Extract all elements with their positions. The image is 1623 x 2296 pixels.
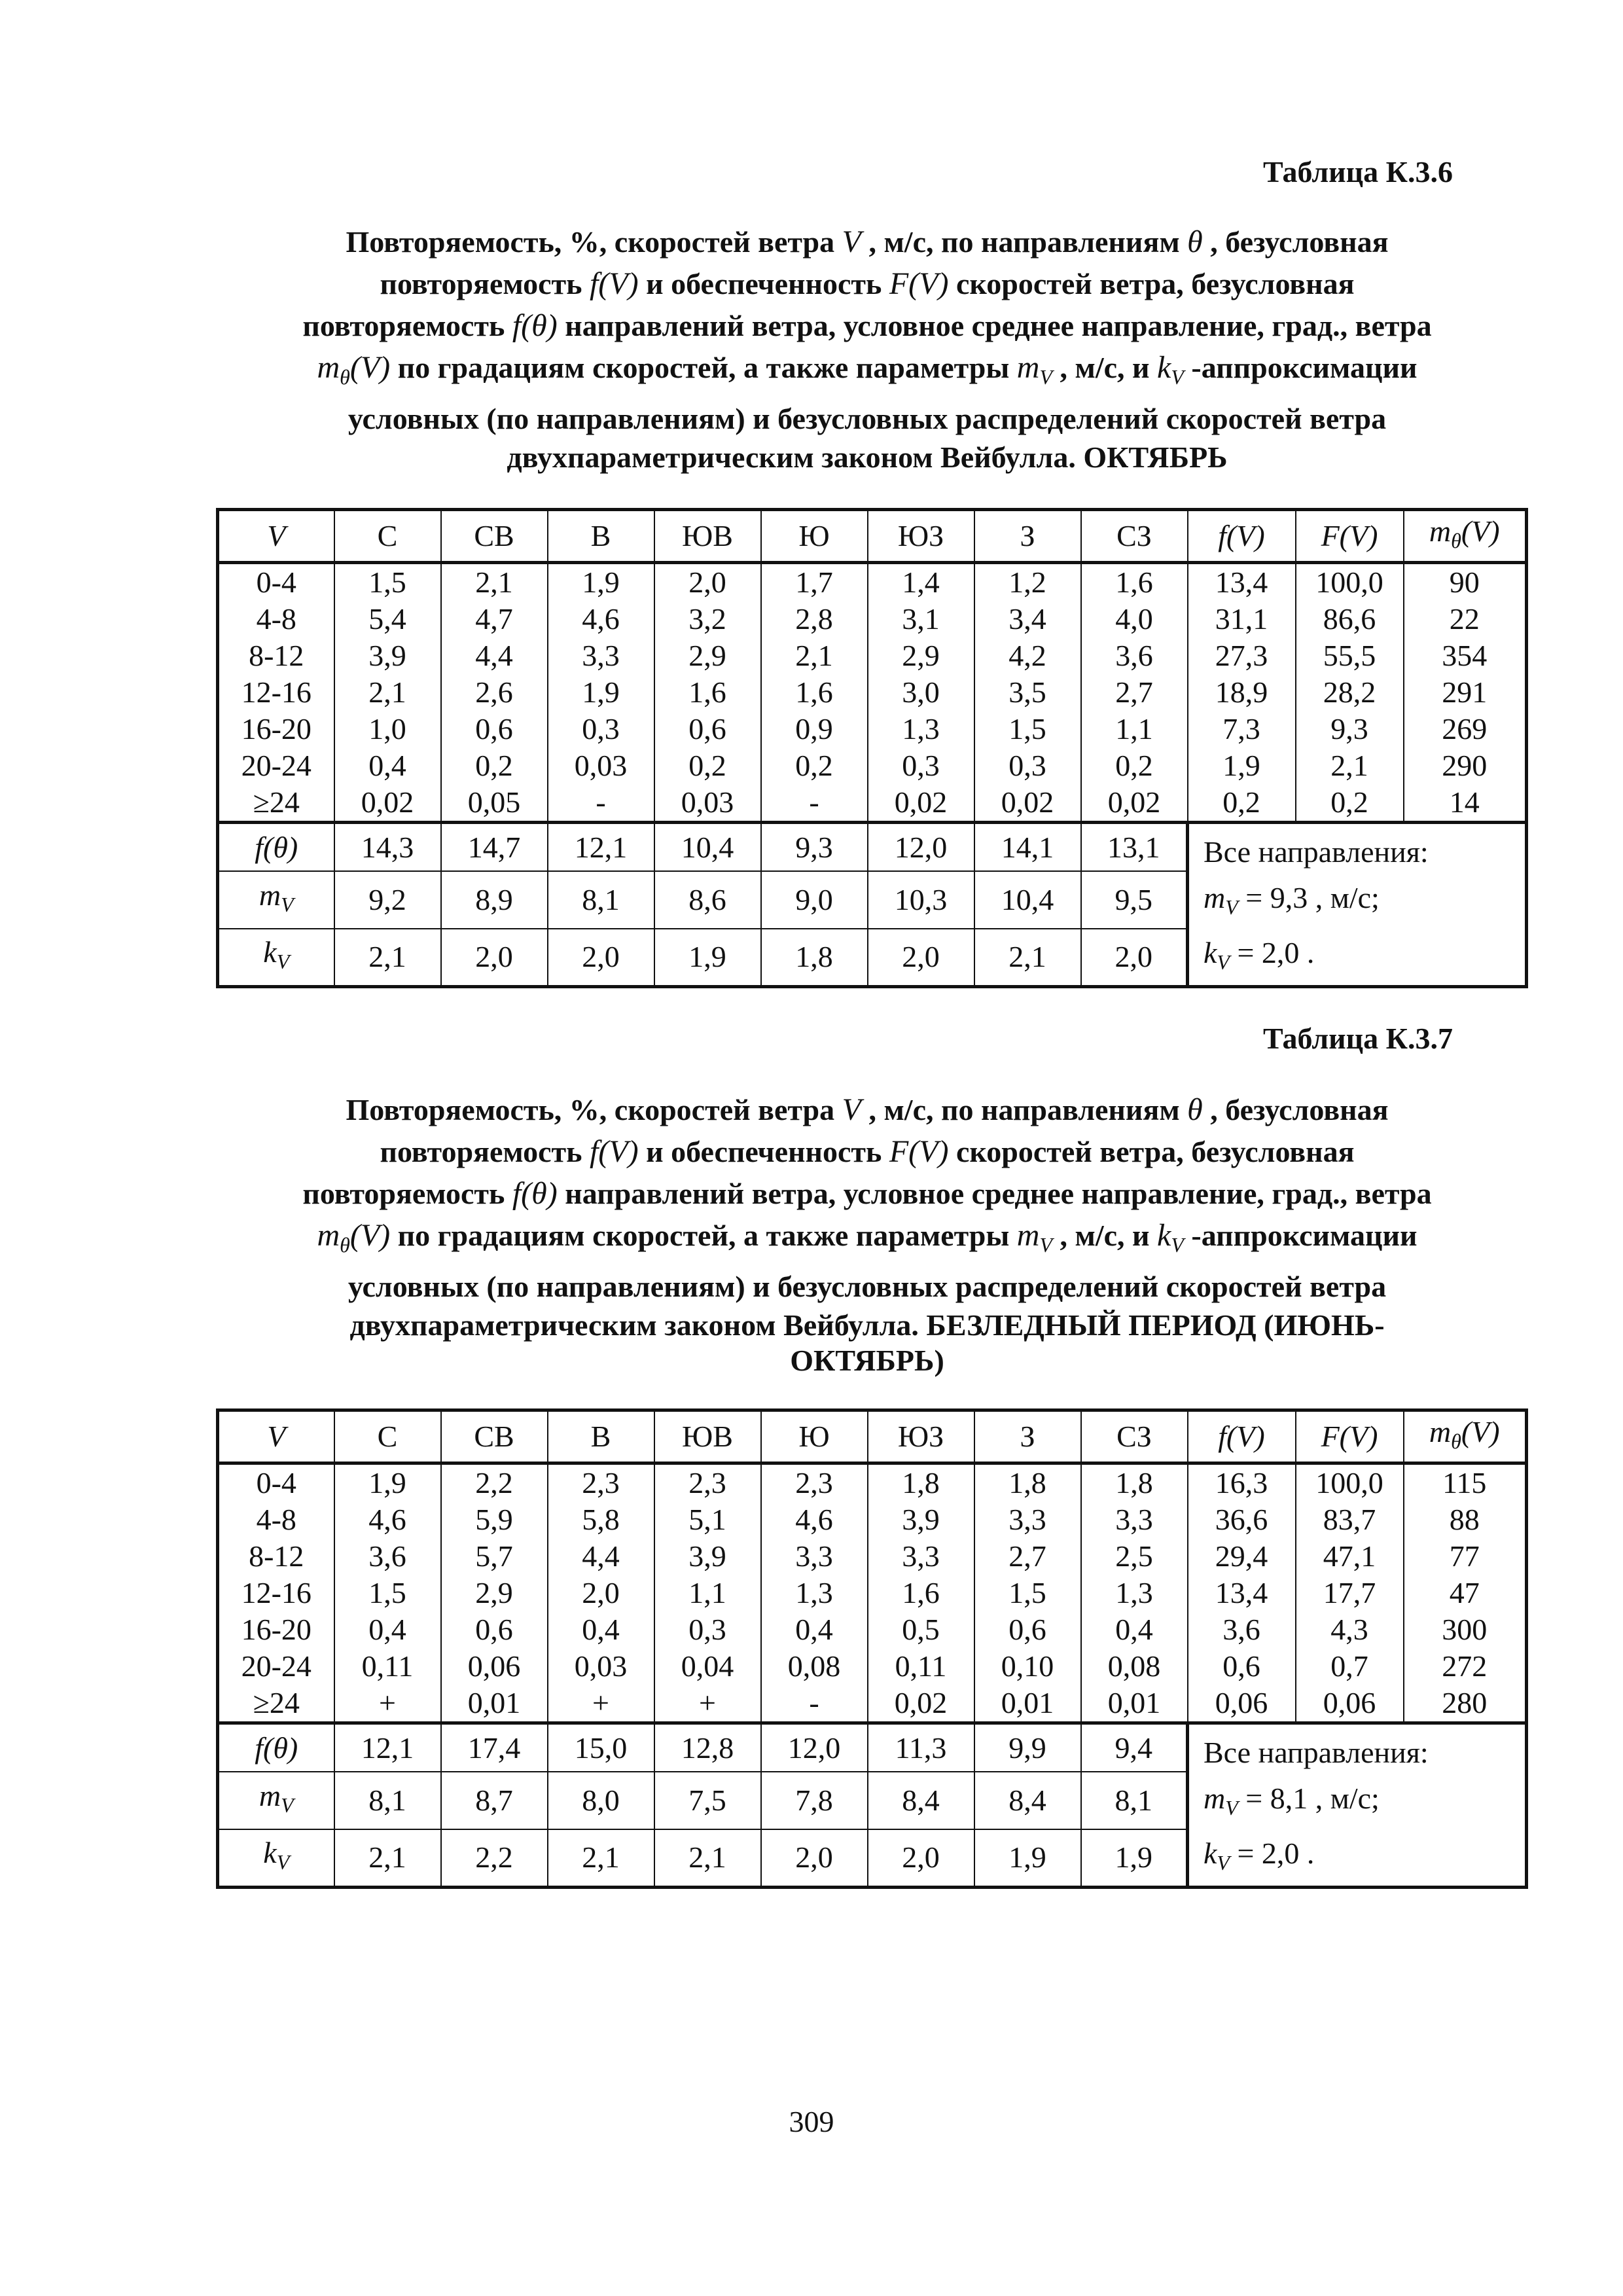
column-header: СЗ	[1081, 510, 1188, 563]
table-cell: 1,1	[1081, 711, 1188, 747]
table-cell: 16,3	[1188, 1463, 1296, 1502]
column-header: З	[974, 510, 1081, 563]
table-cell: 13,4	[1188, 563, 1296, 601]
table-cell: 4,2	[974, 637, 1081, 674]
column-header: З	[974, 1410, 1081, 1463]
table-cell: 0,2	[1296, 784, 1404, 823]
table-row	[218, 747, 1527, 784]
column-header: f(V)	[1188, 1410, 1296, 1463]
table-cell: +	[654, 1685, 761, 1723]
table-cell: 10,4	[654, 823, 761, 872]
table-cell: 0,6	[654, 711, 761, 747]
table-cell: 9,2	[334, 871, 441, 928]
table-cell: 12,0	[868, 823, 974, 872]
table-cell: 1,9	[974, 1829, 1081, 1888]
table-cell: 12,1	[334, 1723, 441, 1772]
column-header: ЮВ	[654, 1410, 761, 1463]
table-cell: 9,0	[761, 871, 868, 928]
table-row	[218, 674, 1527, 711]
table-cell: 2,1	[974, 929, 1081, 987]
table-cell: 0,10	[974, 1648, 1081, 1685]
table-cell: 0,11	[868, 1648, 974, 1685]
table-cell: 4,3	[1296, 1611, 1404, 1648]
table-cell: 2,9	[654, 637, 761, 674]
table-cell: 5,8	[548, 1501, 654, 1538]
table-cell: 0,4	[761, 1611, 868, 1648]
table-cell: 100,0	[1296, 1463, 1404, 1502]
table-cell: 88	[1404, 1501, 1527, 1538]
all-directions-note	[1188, 1723, 1527, 1888]
table-cell: 2,3	[761, 1463, 868, 1502]
table-cell: 5,4	[334, 601, 441, 637]
table-cell: 2,1	[334, 1829, 441, 1888]
table-cell: 3,9	[868, 1501, 974, 1538]
table-cell: 2,0	[548, 1575, 654, 1611]
table-cell: 31,1	[1188, 601, 1296, 637]
table-cell: 1,6	[1081, 563, 1188, 601]
table-cell: 12,0	[761, 1723, 868, 1772]
table-cell: 354	[1404, 637, 1527, 674]
row-label: f(θ)	[218, 1723, 334, 1772]
row-label: 8-12	[218, 1538, 334, 1575]
row-label: $k_V$	[218, 929, 334, 987]
row-label: 16-20	[218, 1611, 334, 1648]
table-cell: 1,6	[868, 1575, 974, 1611]
note-mv: $m_V = 8,1$ , м/с;	[1204, 1782, 1380, 1820]
table-row	[218, 1575, 1527, 1611]
table-cell: 280	[1404, 1685, 1527, 1723]
table-cell: 2,7	[974, 1538, 1081, 1575]
table-cell: 1,8	[1081, 1463, 1188, 1502]
table-cell: 4,4	[441, 637, 548, 674]
row-label: 20-24	[218, 747, 334, 784]
row-label: 12-16	[218, 1575, 334, 1611]
table-cell: 5,7	[441, 1538, 548, 1575]
table-row	[218, 1611, 1527, 1648]
page-number: 309	[789, 2105, 834, 2138]
table-cell: 0,11	[334, 1648, 441, 1685]
table-cell: 9,9	[974, 1723, 1081, 1772]
caption-line: условных (по направлениям) и безусловных распределений скоростей ветра	[348, 1270, 1387, 1303]
table-cell: 22	[1404, 601, 1527, 637]
table-cell: 83,7	[1296, 1501, 1404, 1538]
table-cell: 10,4	[974, 871, 1081, 928]
row-label: 16-20	[218, 711, 334, 747]
table-cell: 0,2	[1188, 784, 1296, 823]
column-header: СВ	[441, 510, 548, 563]
table-cell: 2,8	[761, 601, 868, 637]
table-cell: 0,06	[441, 1648, 548, 1685]
table-row	[218, 1538, 1527, 1575]
column-header: С	[334, 1410, 441, 1463]
table-cell: 0,6	[1188, 1648, 1296, 1685]
table-cell: 8,0	[548, 1772, 654, 1829]
table-cell: 1,5	[974, 1575, 1081, 1611]
table-cell: 1,9	[548, 674, 654, 711]
table-cell: 3,2	[654, 601, 761, 637]
table-cell: 3,0	[868, 674, 974, 711]
note-title: Все направления:	[1204, 1736, 1429, 1769]
table-cell: 4,0	[1081, 601, 1188, 637]
table-cell: 269	[1404, 711, 1527, 747]
table-row	[218, 601, 1527, 637]
table-cell: 1,6	[761, 674, 868, 711]
table-cell: 0,4	[548, 1611, 654, 1648]
table-cell: 3,3	[974, 1501, 1081, 1538]
table-cell: 2,0	[654, 563, 761, 601]
table-cell: 8,7	[441, 1772, 548, 1829]
column-header: СВ	[441, 1410, 548, 1463]
table-cell: 8,6	[654, 871, 761, 928]
table-cell: 100,0	[1296, 563, 1404, 601]
table-cell: 300	[1404, 1611, 1527, 1648]
table-header-row	[218, 510, 1527, 563]
table-cell: 3,3	[761, 1538, 868, 1575]
row-label: ≥24	[218, 784, 334, 823]
table-row	[218, 1685, 1527, 1723]
table-cell: 47,1	[1296, 1538, 1404, 1575]
column-header: В	[548, 1410, 654, 1463]
table-cell: 2,0	[868, 929, 974, 987]
table-cell: 0,02	[868, 784, 974, 823]
table-cell: 0,06	[1296, 1685, 1404, 1723]
table-cell: 8,1	[1081, 1772, 1188, 1829]
table-cell: 2,0	[761, 1829, 868, 1888]
wind-table	[216, 508, 1528, 988]
table-cell: 14,7	[441, 823, 548, 872]
caption-line: Повторяемость, %, скоростей ветра V , м/с, по направлениям θ , безусловная	[346, 1092, 1389, 1127]
table-cell: 1,6	[654, 674, 761, 711]
table-cell: -	[761, 1685, 868, 1723]
table-cell: 1,5	[334, 563, 441, 601]
wind-table	[216, 1408, 1528, 1889]
table-cell: 7,5	[654, 1772, 761, 1829]
table-cell: 3,6	[1081, 637, 1188, 674]
caption-line: Повторяемость, %, скоростей ветра V , м/с, по направлениям θ , безусловная	[346, 224, 1389, 259]
table-cell: 4,4	[548, 1538, 654, 1575]
table-cell: 290	[1404, 747, 1527, 784]
column-header: $m_\theta(V)$	[1404, 510, 1527, 563]
table-cell: 1,0	[334, 711, 441, 747]
table-cell: 0,08	[1081, 1648, 1188, 1685]
table-cell: 27,3	[1188, 637, 1296, 674]
caption-line: ОКТЯБРЬ)	[790, 1344, 944, 1377]
table-cell: 0,05	[441, 784, 548, 823]
column-header: В	[548, 510, 654, 563]
table-cell: 0,3	[868, 747, 974, 784]
table-cell: 3,4	[974, 601, 1081, 637]
table-cell: 9,3	[1296, 711, 1404, 747]
table-cell: 0,4	[1081, 1611, 1188, 1648]
row-label: $m_V$	[218, 1772, 334, 1829]
table-caption	[216, 1089, 1518, 1378]
table-cell: 2,0	[868, 1829, 974, 1888]
table-cell: 0,02	[1081, 784, 1188, 823]
table-cell: 2,9	[868, 637, 974, 674]
row-label: 0-4	[218, 563, 334, 601]
table-cell: 3,1	[868, 601, 974, 637]
table-cell: 17,7	[1296, 1575, 1404, 1611]
row-label: ≥24	[218, 1685, 334, 1723]
table-cell: 3,3	[1081, 1501, 1188, 1538]
table-cell: 47	[1404, 1575, 1527, 1611]
table-cell: 17,4	[441, 1723, 548, 1772]
table-cell: 1,8	[761, 929, 868, 987]
column-header: ЮЗ	[868, 1410, 974, 1463]
table-cell: 2,1	[334, 929, 441, 987]
table-cell: 5,9	[441, 1501, 548, 1538]
table-row	[218, 1463, 1527, 1502]
table-cell: 3,9	[654, 1538, 761, 1575]
table-cell: 14,1	[974, 823, 1081, 872]
table-cell: 0,3	[974, 747, 1081, 784]
table-cell: 0,01	[441, 1685, 548, 1723]
table-row	[218, 823, 1527, 872]
table-row	[218, 784, 1527, 823]
table-cell: 2,3	[548, 1463, 654, 1502]
table-cell: 18,9	[1188, 674, 1296, 711]
table-cell: +	[548, 1685, 654, 1723]
table-cell: 1,4	[868, 563, 974, 601]
table-cell: 55,5	[1296, 637, 1404, 674]
caption-line: двухпараметрическим законом Вейбулла. ОКТЯБРЬ	[507, 440, 1228, 474]
table1-data-rows	[218, 563, 1527, 823]
table-cell: 8,4	[974, 1772, 1081, 1829]
table-cell: 0,2	[441, 747, 548, 784]
column-header: Ю	[761, 510, 868, 563]
table-cell: 0,03	[548, 747, 654, 784]
table-cell: 9,3	[761, 823, 868, 872]
table-cell: 8,1	[548, 871, 654, 928]
table-cell: 4,6	[548, 601, 654, 637]
table-cell: 8,9	[441, 871, 548, 928]
column-header: F(V)	[1296, 1410, 1404, 1463]
row-label: $m_V$	[218, 871, 334, 928]
table-cell: 1,9	[548, 563, 654, 601]
table-cell: 29,4	[1188, 1538, 1296, 1575]
table-cell: 1,3	[761, 1575, 868, 1611]
table-cell: 0,01	[1081, 1685, 1188, 1723]
table-cell: 1,9	[334, 1463, 441, 1502]
caption-line: повторяемость f(V) и обеспеченность F(V) скоростей ветра, безусловная	[380, 1134, 1355, 1169]
table-cell: 10,3	[868, 871, 974, 928]
table-cell: 2,0	[441, 929, 548, 987]
table-cell: 1,1	[654, 1575, 761, 1611]
table-row	[218, 563, 1527, 601]
table-row	[218, 1723, 1527, 1772]
table-cell: 3,3	[868, 1538, 974, 1575]
table-cell: 0,6	[974, 1611, 1081, 1648]
table-cell: 4,6	[334, 1501, 441, 1538]
table-cell: 0,3	[654, 1611, 761, 1648]
caption-line: повторяемость f(V) и обеспеченность F(V) скоростей ветра, безусловная	[380, 266, 1355, 301]
table-cell: 2,0	[1081, 929, 1188, 987]
table-cell: 2,1	[654, 1829, 761, 1888]
table-cell: 3,5	[974, 674, 1081, 711]
table-cell: 1,5	[974, 711, 1081, 747]
table-cell: 1,8	[974, 1463, 1081, 1502]
table-cell: 15,0	[548, 1723, 654, 1772]
table-cell: 1,7	[761, 563, 868, 601]
row-label: 8-12	[218, 637, 334, 674]
caption-line: $m_\theta(V)$ по градациям скоростей, а также параметры $m_V$ , м/с, и $k_V$ -аппроксимации	[317, 1218, 1418, 1257]
table-cell: 2,9	[441, 1575, 548, 1611]
table-cell: 1,3	[1081, 1575, 1188, 1611]
caption-line: условных (по направлениям) и безусловных распределений скоростей ветра	[348, 402, 1387, 435]
table-cell: 3,9	[334, 637, 441, 674]
table-cell: 3,6	[1188, 1611, 1296, 1648]
caption-line: повторяемость f(θ) направлений ветра, условное среднее направление, град., ветра	[302, 308, 1432, 343]
table-cell: 1,9	[1188, 747, 1296, 784]
table-cell: 291	[1404, 674, 1527, 711]
table-cell: 0,9	[761, 711, 868, 747]
column-header: V	[218, 1410, 334, 1463]
table-cell: 2,3	[654, 1463, 761, 1502]
table-cell: 4,6	[761, 1501, 868, 1538]
column-header: Ю	[761, 1410, 868, 1463]
table-cell: 2,0	[548, 929, 654, 987]
table-cell: 9,5	[1081, 871, 1188, 928]
table-cell: 0,02	[334, 784, 441, 823]
table-cell: 7,3	[1188, 711, 1296, 747]
table-cell: 0,08	[761, 1648, 868, 1685]
column-header: СЗ	[1081, 1410, 1188, 1463]
row-label: f(θ)	[218, 823, 334, 872]
table-cell: 1,8	[868, 1463, 974, 1502]
table-label: Таблица К.3.7	[1262, 1022, 1453, 1055]
table-cell: 0,02	[868, 1685, 974, 1723]
row-label: $k_V$	[218, 1829, 334, 1888]
table-cell: 0,03	[548, 1648, 654, 1685]
table-cell: 90	[1404, 563, 1527, 601]
table-cell: 1,5	[334, 1575, 441, 1611]
table-cell: 2,1	[334, 674, 441, 711]
row-label: 12-16	[218, 674, 334, 711]
table-cell: 4,7	[441, 601, 548, 637]
table-cell: -	[548, 784, 654, 823]
table-cell: 0,2	[654, 747, 761, 784]
table-cell: 2,1	[1296, 747, 1404, 784]
table-cell: 2,1	[548, 1829, 654, 1888]
table-cell: 36,6	[1188, 1501, 1296, 1538]
table-cell: 2,5	[1081, 1538, 1188, 1575]
table-cell: 0,5	[868, 1611, 974, 1648]
row-label: 20-24	[218, 1648, 334, 1685]
table-cell: 0,03	[654, 784, 761, 823]
table-cell: 3,6	[334, 1538, 441, 1575]
table-cell: 0,2	[1081, 747, 1188, 784]
column-header: F(V)	[1296, 510, 1404, 563]
note-mv: $m_V = 9,3$ , м/с;	[1204, 881, 1380, 919]
table-cell: 0,6	[441, 711, 548, 747]
table-header-row	[218, 1410, 1527, 1463]
table-cell: 115	[1404, 1463, 1527, 1502]
table-row	[218, 711, 1527, 747]
caption-line: двухпараметрическим законом Вейбулла. БЕЗЛЕДНЫЙ ПЕРИОД (ИЮНЬ-	[349, 1308, 1385, 1342]
column-header: f(V)	[1188, 510, 1296, 563]
table-cell: 0,01	[974, 1685, 1081, 1723]
table-cell: 1,9	[1081, 1829, 1188, 1888]
table-cell: 0,3	[548, 711, 654, 747]
table-cell: 2,1	[441, 563, 548, 601]
table-cell: 3,3	[548, 637, 654, 674]
table-cell: 1,2	[974, 563, 1081, 601]
table-cell: 0,2	[761, 747, 868, 784]
table-cell: 1,9	[654, 929, 761, 987]
column-header: ЮВ	[654, 510, 761, 563]
all-directions-note	[1188, 823, 1527, 987]
table-cell: 7,8	[761, 1772, 868, 1829]
table-cell: 2,7	[1081, 674, 1188, 711]
table-cell: 14,3	[334, 823, 441, 872]
note-title: Все направления:	[1204, 835, 1429, 869]
table-cell: 14	[1404, 784, 1527, 823]
column-header: V	[218, 510, 334, 563]
table-cell: 2,6	[441, 674, 548, 711]
row-label: 4-8	[218, 601, 334, 637]
table-cell: 0,4	[334, 1611, 441, 1648]
table-cell: 9,4	[1081, 1723, 1188, 1772]
note-kv: $k_V = 2,0$ .	[1204, 1837, 1315, 1874]
table-cell: 5,1	[654, 1501, 761, 1538]
table-cell: 0,06	[1188, 1685, 1296, 1723]
table-cell: 28,2	[1296, 674, 1404, 711]
table-row	[218, 1501, 1527, 1538]
table-cell: 2,1	[761, 637, 868, 674]
table-label: Таблица К.3.6	[1262, 155, 1453, 188]
table-cell: 0,6	[441, 1611, 548, 1648]
table-cell: 8,1	[334, 1772, 441, 1829]
table-row	[218, 637, 1527, 674]
table-cell: 0,04	[654, 1648, 761, 1685]
table-cell: 86,6	[1296, 601, 1404, 637]
table-cell: 13,4	[1188, 1575, 1296, 1611]
caption-line: повторяемость f(θ) направлений ветра, условное среднее направление, град., ветра	[302, 1176, 1432, 1211]
caption-line: $m_\theta(V)$ по градациям скоростей, а также параметры $m_V$ , м/с, и $k_V$ -аппроксимации	[317, 350, 1418, 389]
table-cell: 0,7	[1296, 1648, 1404, 1685]
row-label: 0-4	[218, 1463, 334, 1502]
column-header: $m_\theta(V)$	[1404, 1410, 1527, 1463]
table-cell: +	[334, 1685, 441, 1723]
note-kv: $k_V = 2,0$ .	[1204, 936, 1315, 974]
table-cell: 12,1	[548, 823, 654, 872]
table-cell: 12,8	[654, 1723, 761, 1772]
column-header: ЮЗ	[868, 510, 974, 563]
table-cell: 8,4	[868, 1772, 974, 1829]
table-cell: 2,2	[441, 1463, 548, 1502]
table-cell: 77	[1404, 1538, 1527, 1575]
table-cell: -	[761, 784, 868, 823]
table-row	[218, 1648, 1527, 1685]
table-cell: 13,1	[1081, 823, 1188, 872]
column-header: С	[334, 510, 441, 563]
table-caption	[216, 221, 1518, 475]
table-cell: 0,02	[974, 784, 1081, 823]
table-cell: 2,2	[441, 1829, 548, 1888]
table-cell: 0,4	[334, 747, 441, 784]
row-label: 4-8	[218, 1501, 334, 1538]
table2-data-rows	[218, 1463, 1527, 1723]
table-cell: 272	[1404, 1648, 1527, 1685]
table-cell: 11,3	[868, 1723, 974, 1772]
table-cell: 1,3	[868, 711, 974, 747]
